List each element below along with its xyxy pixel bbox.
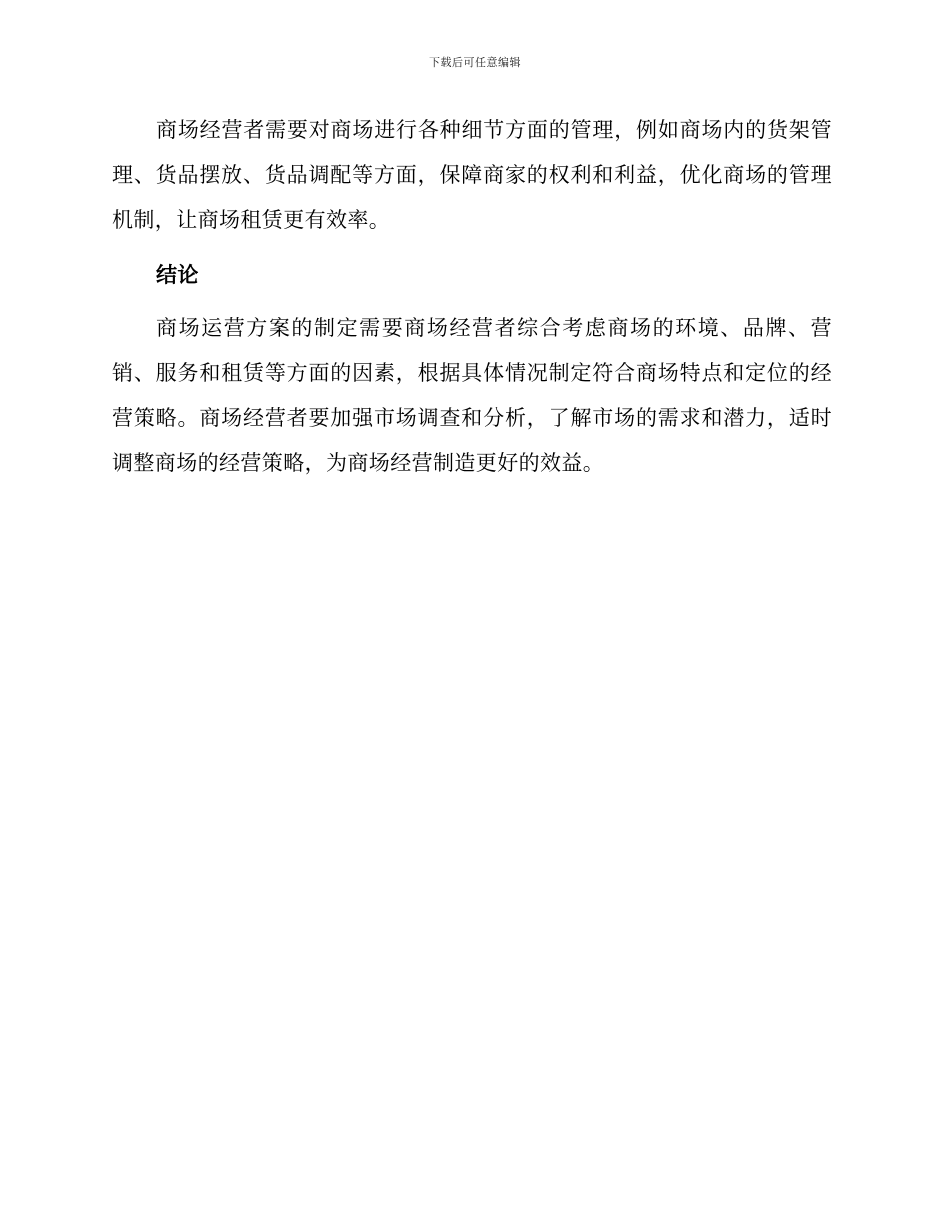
paragraph-management: 商场经营者需要对商场进行各种细节方面的管理，例如商场内的货架管理、货品摆放、货品调配等方面，保障商家的权利和利益，优化商场的管理机制，让商场租赁更有效率。 <box>112 118 832 232</box>
paragraph-conclusion: 商场运营方案的制定需要商场经营者综合考虑商场的环境、品牌、营销、服务和租赁等方面的因素，根据具体情况制定符合商场特点和定位的经营策略。商场经营者要加强市场调查和分析，了解市场的需求和潜力，适时调整商场的经营策略，为商场经营制造更好的效益。 <box>112 316 832 475</box>
document-body <box>112 108 832 486</box>
section-heading-conclusion: 结论 <box>156 263 199 287</box>
header-note: 下载后可任意编辑 <box>429 56 521 69</box>
